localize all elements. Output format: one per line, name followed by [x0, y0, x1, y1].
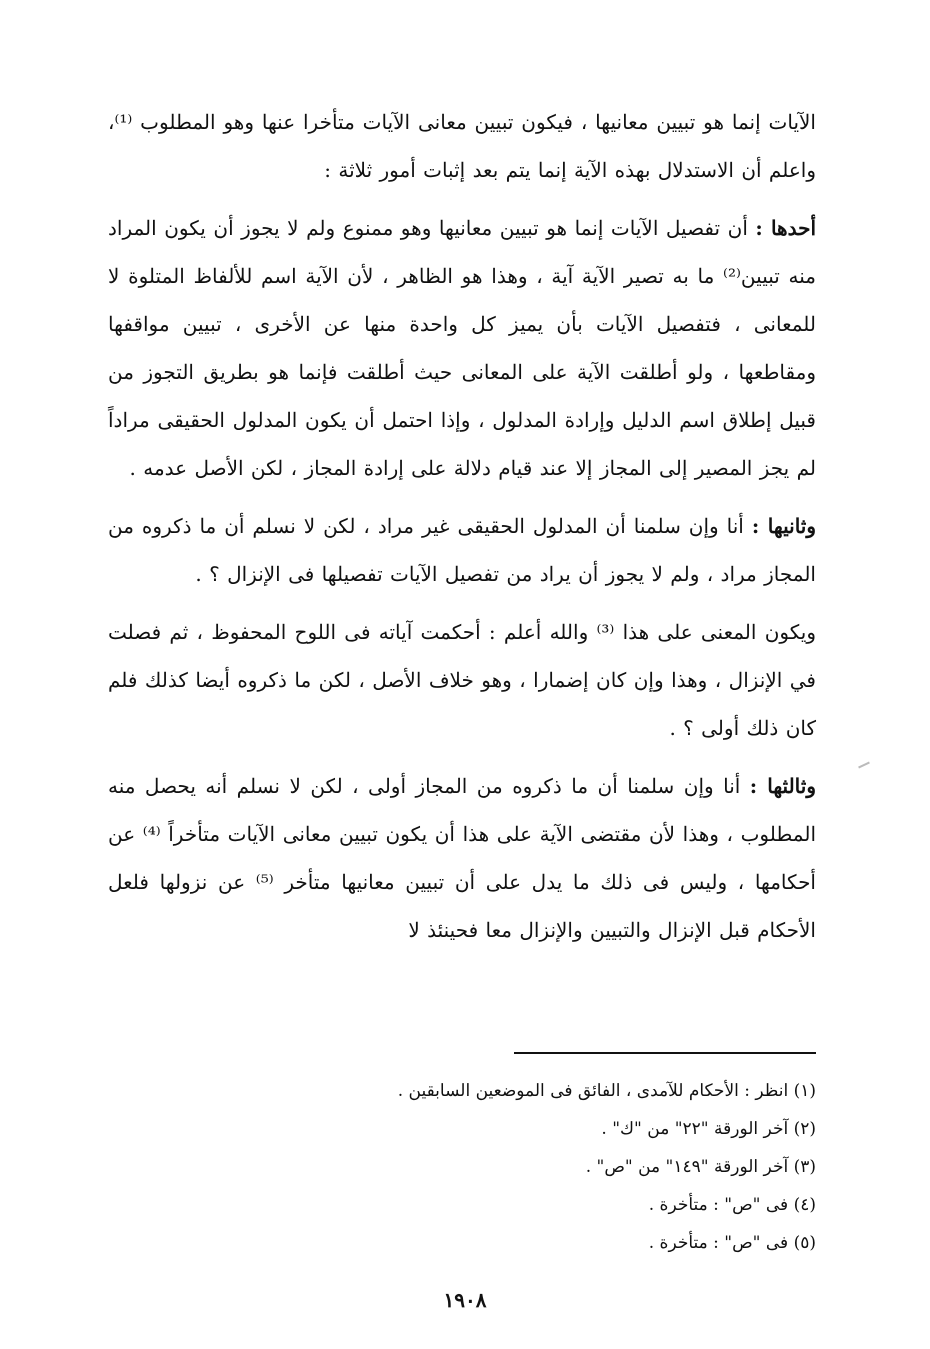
paragraph-lead: وثالثها : [749, 774, 817, 798]
footnote-2: (٢) آخر الورقة "٢٢" من "ك" . [601, 1119, 816, 1139]
footnote-1: (١) انظر : الأحكام للآمدى ، الفائق فى الموضعين السابقين . [397, 1081, 816, 1101]
footnote-separator [514, 1052, 816, 1054]
footnotes [300, 1072, 816, 1262]
page-number: ١٩٠٨ [443, 1288, 487, 1312]
paragraph-lead: وثانيها : [751, 514, 817, 538]
paragraph-2 [108, 204, 816, 492]
paragraph-5 [108, 762, 816, 954]
footnote-5: (٥) فى "ص" : متأخرة . [648, 1233, 816, 1253]
footnote-4: (٤) فى "ص" : متأخرة . [648, 1195, 816, 1215]
paragraph-1 [108, 98, 816, 194]
main-text [108, 98, 816, 964]
footnote-3: (٣) آخر الورقة "١٤٩" من "ص" . [585, 1157, 816, 1177]
paragraph-4 [108, 608, 816, 752]
paragraph-lead: أحدها : [755, 216, 816, 240]
scan-speck [858, 762, 870, 769]
paragraph-text: الآيات إنما هو تبيين معانيها ، فيكون تبيين معانى الآيات متأخرا عنها وهو المطلوب ⁽¹⁾، واعلم أن الاستدلال بهذه الآية إنما يتم بعد إثبات أمور ثلاثة : [108, 110, 816, 182]
paragraph-text: ويكون المعنى على هذا ⁽³⁾ والله أعلم : أحكمت آياته فى اللوح المحفوظ ، ثم فصلت في الإنزال ، وهذا وإن كان إضمارا ، وهو خلاف الأصل ، لكن ما ذكروه أيضا كذلك فلم كان ذلك أولى ؟ . [108, 620, 816, 740]
paragraph-text: أن تفصيل الآيات إنما هو تبيين معانيها وهو ممنوع ولم لا يجوز أن يكون المراد منه تبيين⁽²⁾ ما به تصير الآية آية ، وهذا هو الظاهر ، لأن الآية اسم للألفاظ المتلوة لا للمعانى ، فتفصيل الآيات بأن يميز كل واحدة منها عن الأخرى ، تبيين مواقفها ومقاطعها ، ولو أطلقت الآية على المعانى حيث أطلقت فإنما هو بطريق التجوز من قبيل إطلاق اسم الدليل وإرادة المدلول ، وإذا احتمل أن يكون المدلول الحقيقى مراداً لم يجز المصير إلى المجاز إلا عند قيام دلالة على إرادة المجاز ، لكن الأصل عدمه . [108, 216, 816, 480]
paragraph-text: أنا وإن سلمنا أن ما ذكروه من المجاز أولى ، لكن لا نسلم أنه يحصل منه المطلوب ، وهذا لأن مقتضى الآية على هذا أن يكون تبيين معانى الآيات متأخراً ⁽⁴⁾ عن أحكامها ، وليس فى ذلك ما يدل على أن تبيين معانيها متأخر ⁽⁵⁾ عن نزولها فلعل الأحكام قبل الإنزال والتبيين والإنزال معا فحينئذ لا [108, 774, 816, 942]
paragraph-text: أنا وإن سلمنا أن المدلول الحقيقى غير مراد ، لكن لا نسلم أن ما ذكروه من المجاز مراد ، ولم لا يجوز أن يراد من تفصيل الآيات تفصيلها فى الإنزال ؟ . [108, 514, 816, 586]
paragraph-3 [108, 502, 816, 598]
